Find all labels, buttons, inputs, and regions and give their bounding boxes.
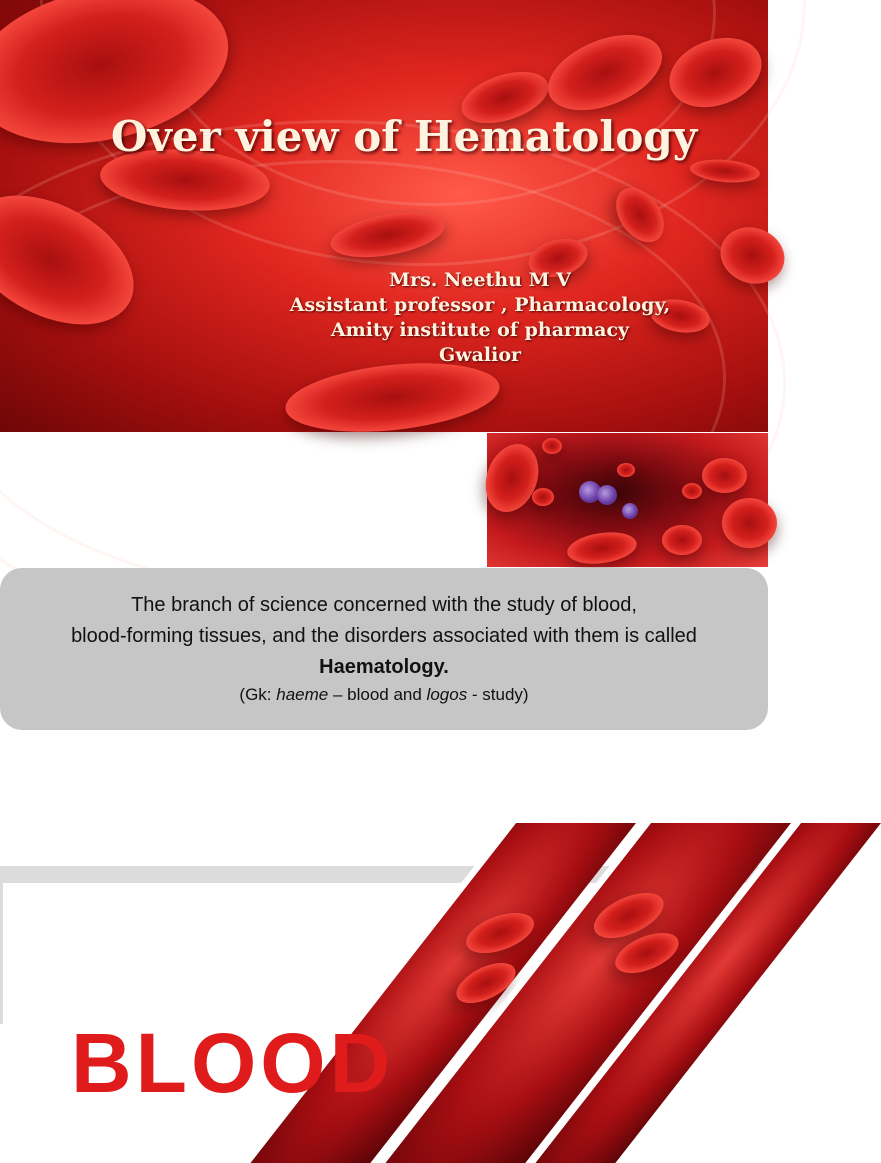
white-blood-cell-image xyxy=(622,503,638,519)
blood-cell-image xyxy=(565,528,638,567)
author-name: Mrs. Neethu M V xyxy=(389,269,571,291)
blood-cell-image xyxy=(477,437,548,520)
etymology-word-logos: logos xyxy=(426,685,468,704)
author-position: Assistant professor , Pharmacology, xyxy=(289,294,671,316)
blood-slide xyxy=(0,866,768,1110)
blood-vessel-image xyxy=(487,433,768,567)
blood-cell-image xyxy=(617,463,635,477)
blood-cell-image xyxy=(722,498,777,548)
etymology-word-haeme: haeme xyxy=(276,685,329,704)
slide-title: Over view of Hematology xyxy=(110,112,698,161)
title-slide xyxy=(0,0,768,432)
author-institute: Amity institute of pharmacy xyxy=(330,319,630,341)
etymology-suffix: - study) xyxy=(467,685,529,704)
etymology-prefix: (Gk: xyxy=(239,685,277,704)
definition-term: Haematology. xyxy=(319,656,449,678)
author-block xyxy=(280,268,680,368)
etymology-mid: – blood and xyxy=(328,685,427,704)
blood-slide-canvas xyxy=(3,883,768,1110)
definition-line-1: The branch of science concerned with the study of blood, xyxy=(131,594,637,616)
blood-cell-image xyxy=(682,483,702,499)
definition-box xyxy=(0,568,768,730)
blood-cell-image xyxy=(532,488,554,506)
blood-cell-image xyxy=(702,458,747,493)
blood-cell-image xyxy=(662,525,702,555)
white-blood-cell-image xyxy=(597,485,617,505)
blood-heading: BLOOD xyxy=(71,1016,395,1110)
blood-cell-image xyxy=(542,438,562,454)
author-city: Gwalior xyxy=(438,344,521,366)
blood-cell-image xyxy=(604,933,690,973)
definition-line-2: blood-forming tissues, and the disorders associated with them is called xyxy=(71,625,697,647)
blood-cell-image xyxy=(581,893,676,938)
blood-cell-image xyxy=(454,913,545,953)
etymology xyxy=(0,682,768,708)
